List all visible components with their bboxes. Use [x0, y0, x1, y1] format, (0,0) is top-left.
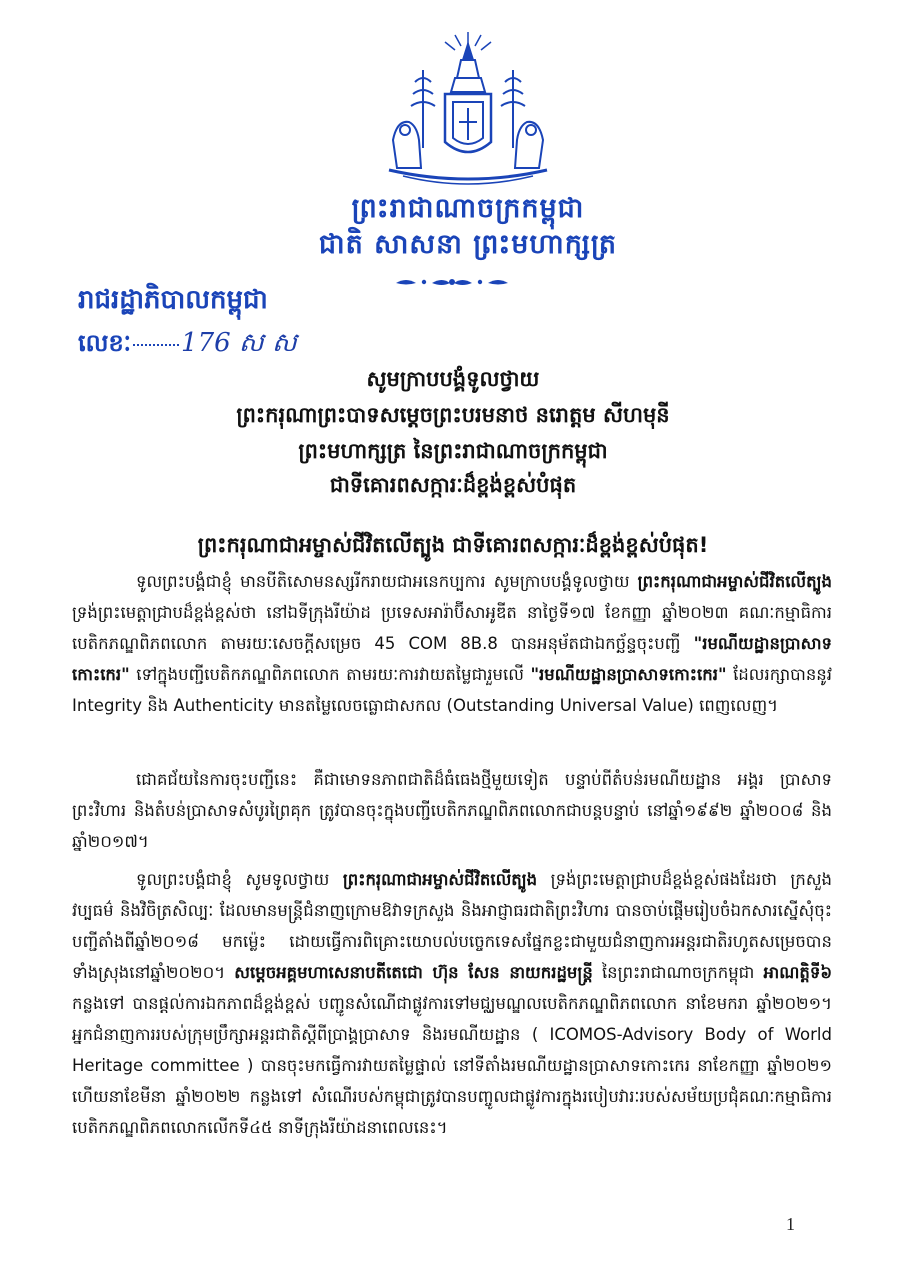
- p3-bold-mandate: អាណត្តិទី៦: [763, 963, 832, 982]
- p3-text-e: នៃព្រះរាជាណាចក្រកម្ពុជា: [592, 963, 764, 982]
- address-line-1: សូមក្រាបបង្គំទូលថ្វាយ: [366, 367, 540, 391]
- ornament-divider-icon: [392, 274, 512, 290]
- royal-emblem-icon: [383, 30, 553, 190]
- p3-text-a: ទូលព្រះបង្គំជាខ្ញុំ សូមទូលថ្វាយ: [136, 870, 343, 889]
- reference-number: 176 ស ស: [181, 328, 297, 358]
- p1-text-e: ទៅក្នុងបញ្ជីបេតិកភណ្ឌពិភពលោក តាមរយៈការវាយតម្លៃជារួមលើ: [129, 665, 531, 684]
- reference-label: លេខៈ: [78, 328, 132, 357]
- p1-bold-site-2: "រមណីយដ្ឋានប្រាសាទកោះកេរ": [530, 665, 727, 684]
- p1-bold-title: ព្រះករុណាជាអម្ចាស់ជីវិតលើត្បូង: [637, 572, 832, 591]
- reference-dots: [133, 344, 179, 346]
- p1-text-c: ទ្រង់ព្រះមេត្តាជ្រាបដ៏ខ្ពង់ខ្ពស់ថា នៅឯទីក្រុងរីយ៉ាដ ប្រទេសអារ៉ាប៊ីសាអូឌីត នាថ្ងៃទី១៧ ខែកញ្ញា ឆ្នាំ២០២៣ គណៈកម្មាធិការបេតិកភណ្ឌពិភពលោក តាមរយៈសេចក្តីសម្រេច 45 COM 8B.8 បានអនុម័តជាឯកច្ឆ័ន្ទចុះបញ្ជី: [72, 603, 832, 653]
- p1-text-a: ទូលព្រះបង្គំជាខ្ញុំ មានបីតិសោមនស្សរីករាយជាអនេកប្បការ សូមក្រាបបង្គំទូលថ្វាយ: [136, 572, 638, 591]
- salutation: ព្រះករុណាជាអម្ចាស់ជីវិតលើត្បូង ជាទីគោរពសក្ការៈដ៏ខ្ពង់ខ្ពស់បំផុត!: [197, 533, 709, 557]
- kingdom-name: ព្រះរាជាណាចក្រកម្ពុជា: [351, 193, 585, 224]
- government-name: រាជរដ្ឋាភិបាលកម្ពុជា: [78, 285, 268, 315]
- p3-bold-title: ព្រះករុណាជាអម្ចាស់ជីវិតលើត្បូង: [342, 870, 538, 889]
- p2-text: ជោគជ័យនៃការចុះបញ្ជីនេះ គឺជាមោទនភាពជាតិដ៏ធំធេងថ្មីមួយទៀត បន្ទាប់ពីតំបន់រមណីយដ្ឋាន អង្គរ ប្រាសាទព្រះវិហារ និងតំបន់ប្រាសាទសំបូរព្រៃគុក ត្រូវបានចុះក្នុងបញ្ជីបេតិកភណ្ឌពិភពលោកជាបន្តបន្ទាប់ នៅឆ្នាំ១៩៩២ ឆ្នាំ២០០៨ និងឆ្នាំ២០១៧។: [72, 770, 832, 851]
- page-number: 1: [786, 1214, 795, 1234]
- body-paragraph-2: [72, 764, 832, 857]
- body-paragraph-3: [72, 864, 832, 1143]
- p3-text-g: កន្លងទៅ បានផ្តល់ការឯកភាពដ៏ខ្ពង់ខ្ពស់ បញ្ជូនសំណើជាផ្លូវការទៅមជ្ឈមណ្ឌលបេតិកភណ្ឌពិភពលោក នាខែមករា ឆ្នាំ២០២១។ អ្នកជំនាញការរបស់ក្រុមប្រឹក្សាអន្តរជាតិស្តីពីប្រាង្គប្រាសាទ និងរមណីយដ្ឋាន ( ICOMOS-Advisory Body of World Heritage committee ) បានចុះមកធ្វើការវាយតម្លៃផ្ទាល់ នៅទីតាំងរមណីយដ្ឋានប្រាសាទកោះកេរ នាខែកញ្ញា ឆ្នាំ២០២១ ហើយនាខែមីនា ឆ្នាំ២០២២ កន្លងទៅ សំណើរបស់កម្ពុជាត្រូវបានបញ្ចូលជាផ្លូវការក្នុងរបៀបវារៈរបស់សម័យប្រជុំគណៈកម្មាធិការបេតិកភណ្ឌពិភពលោកលើកទី៤៥ នាទីក្រុងរីយ៉ាដនាពេលនេះ។: [72, 994, 832, 1137]
- address-line-3: ព្រះមហាក្សត្រ នៃព្រះរាជាណាចក្រកម្ពុជា: [298, 439, 608, 463]
- national-motto: ជាតិ សាសនា ព្រះមហាក្សត្រ: [318, 229, 618, 260]
- address-line-4: ជាទីគោរពសក្ការៈដ៏ខ្ពង់ខ្ពស់បំផុត: [329, 473, 577, 497]
- address-line-2: ព្រះករុណាព្រះបាទសម្តេចព្រះបរមនាថ នរោត្តម សីហមុនី: [236, 403, 670, 427]
- p1-bold-site-1: "រមណីយដ្ឋានប្រាសាទកោះកេរ": [72, 634, 832, 684]
- p1-text-g: ដែលរក្សាបាននូវ Integrity និង Authenticity មានតម្លៃលេចធ្លោជាសកល (Outstanding Universal Value) ពេញលេញ។: [72, 665, 833, 715]
- body-paragraph-1: [72, 566, 832, 721]
- reference-line: [78, 326, 297, 364]
- p3-bold-pm: សម្តេចអគ្គមហាសេនាបតីតេជោ ហ៊ុន សែន នាយករដ្ឋមន្ត្រី: [234, 963, 593, 982]
- p3-text-c: ទ្រង់ព្រះមេត្តាជ្រាបដ៏ខ្ពង់ខ្ពស់ផងដែរថា ក្រសួងវប្បធម៌ និងវិចិត្រសិល្បៈ ដែលមានមន្ត្រីជំនាញក្រោមឱវាទក្រសួង និងអាជ្ញាធរជាតិព្រះវិហារ បានចាប់ផ្តើមរៀបចំឯកសារស្នើសុំចុះបញ្ជីតាំងពីឆ្នាំ២០១៨ មកម្ល៉េះ ដោយធ្វើការពិគ្រោះយោបល់បច្ចេកទេសផ្នែកខ្លះជាមួយជំនាញការអន្តរជាតិរហូតសម្រេចបានទាំងស្រុងនៅឆ្នាំ២០២០។: [72, 870, 833, 982]
